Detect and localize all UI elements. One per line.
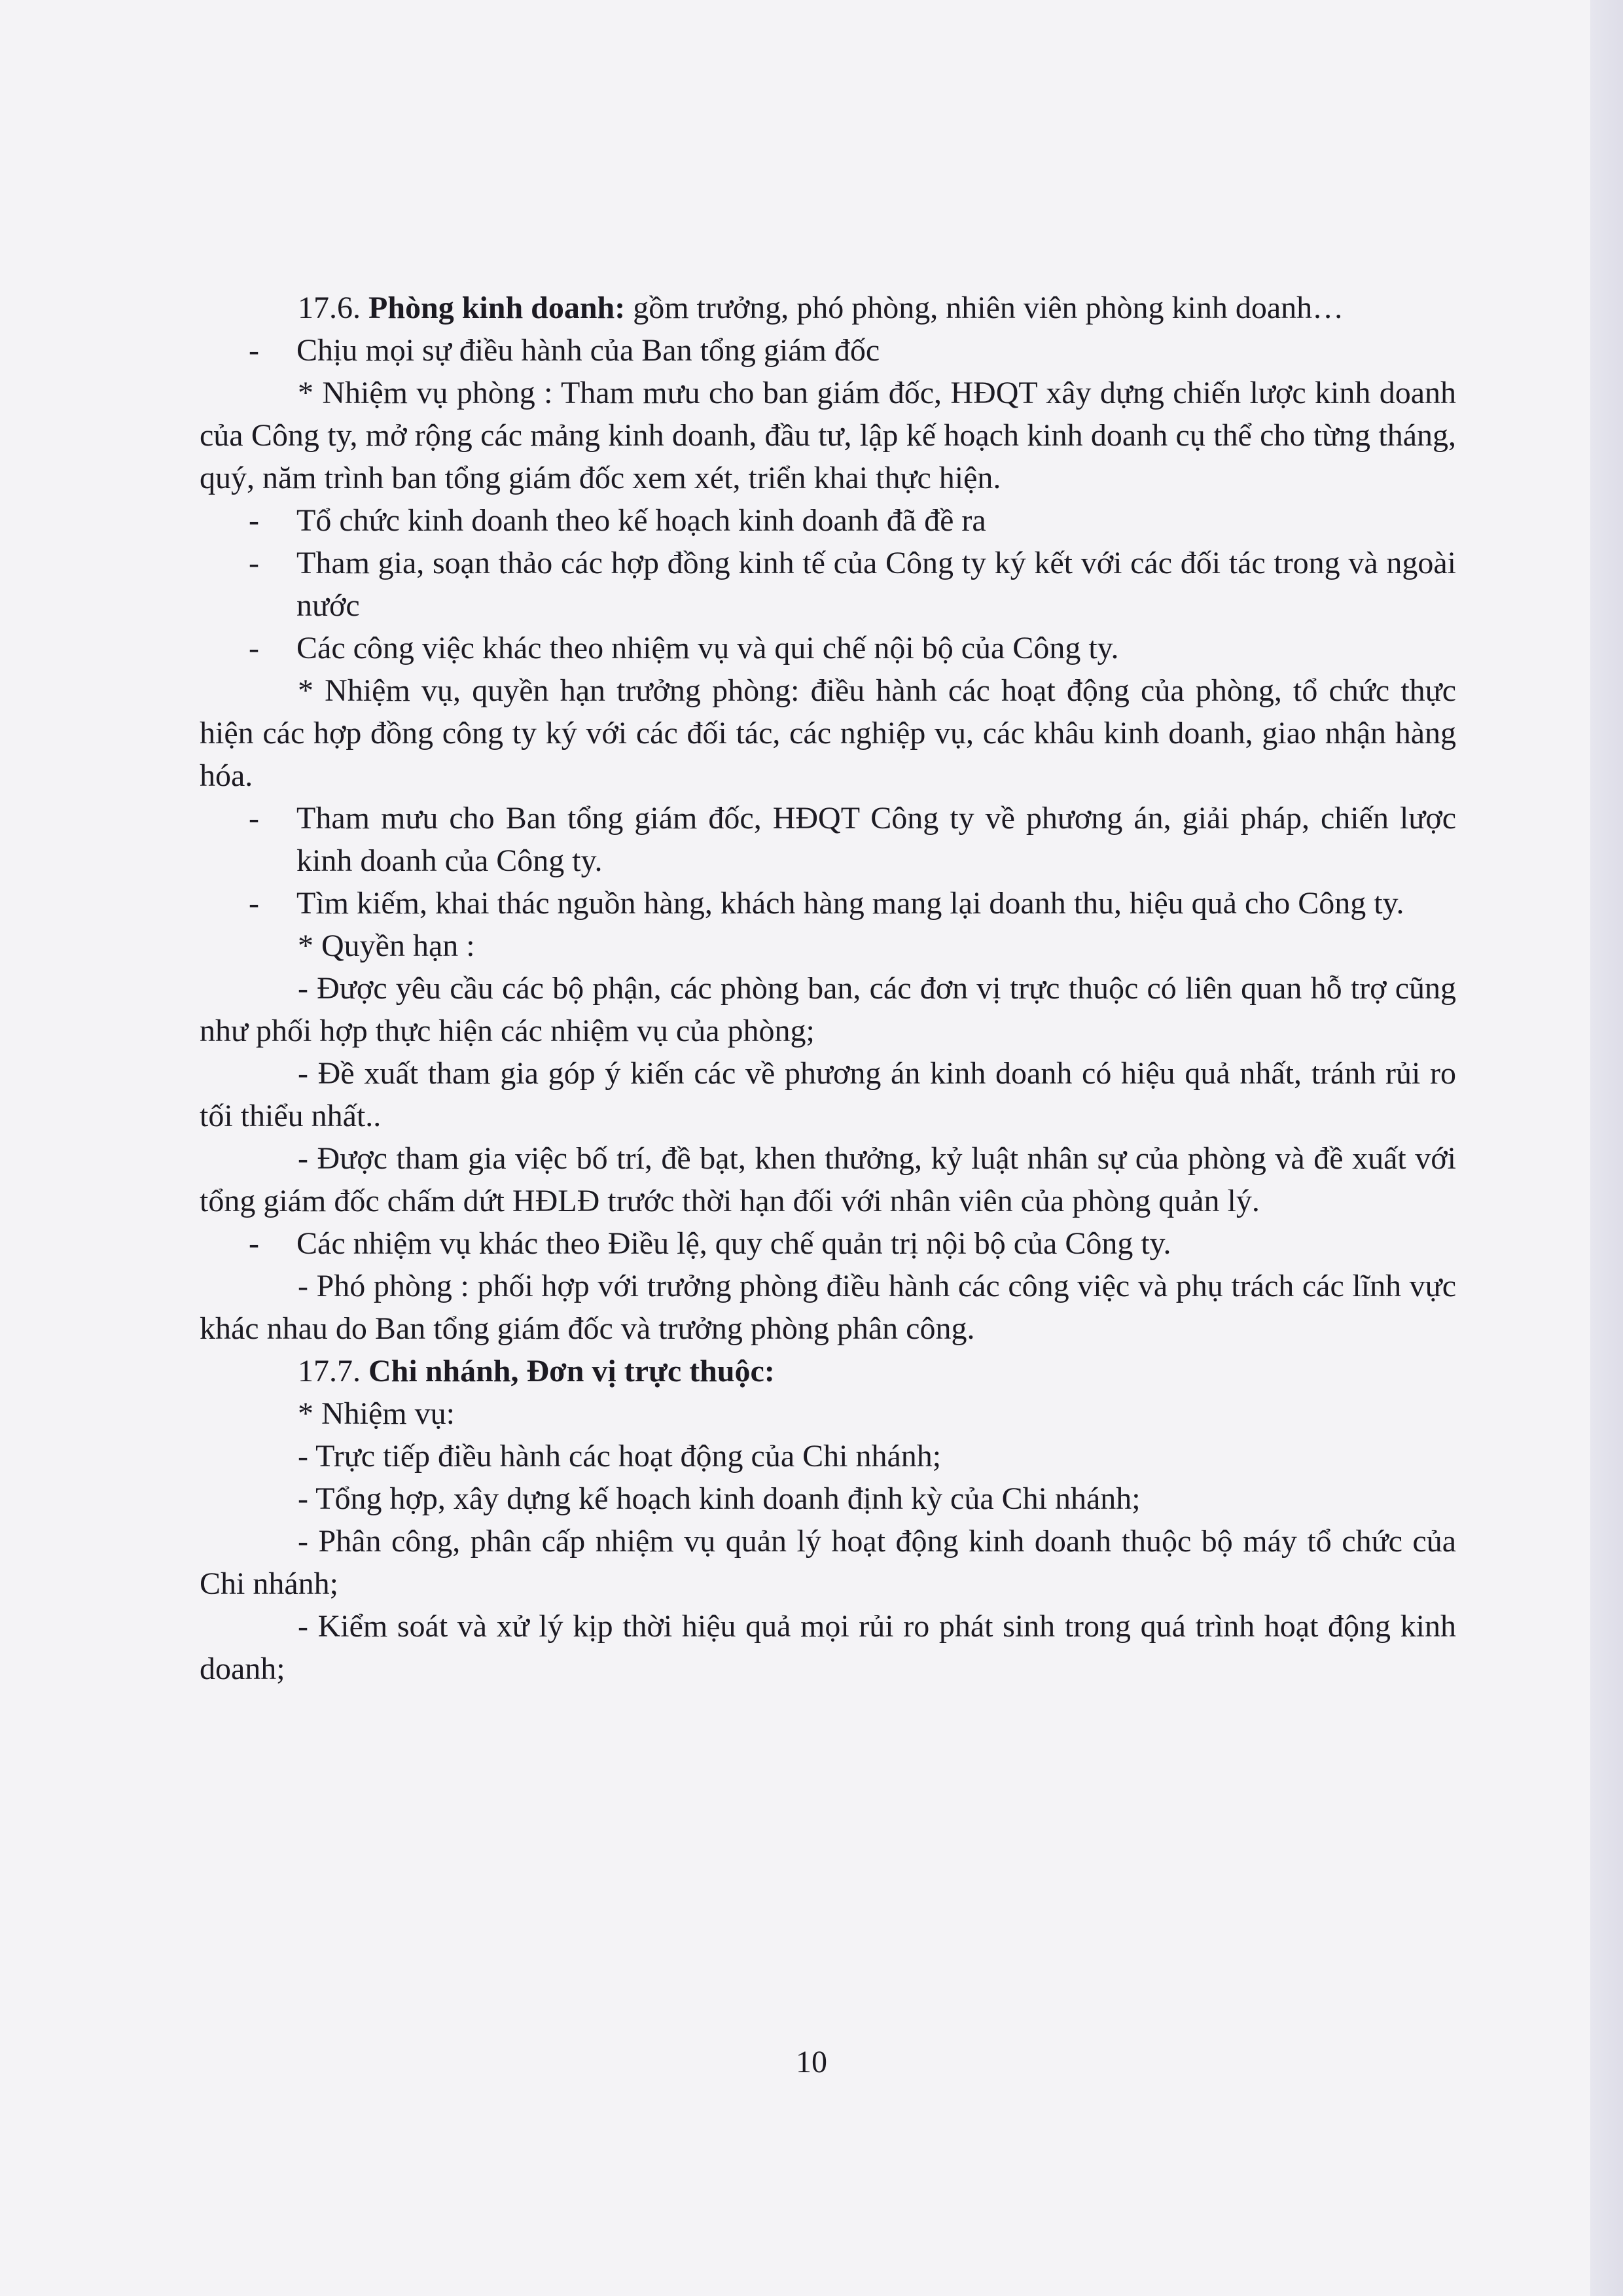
section-17-7-heading	[200, 1350, 1456, 1392]
list-item: - Tổ chức kinh doanh theo kế hoạch kinh doanh đã đề ra	[249, 503, 986, 538]
page-number: 10	[796, 2045, 827, 2079]
head-duties-paragraph: * Nhiệm vụ, quyền hạn trưởng phòng: điều hành các hoạt động của phòng, tổ chức thực hiện các hợp đồng công ty ký với các đối tác, các nghiệp vụ, các khâu kinh doanh, giao nhận hàng hóa.	[200, 673, 1456, 793]
list-item: - Các công việc khác theo nhiệm vụ và qui chế nội bộ của Công ty.	[249, 631, 1119, 665]
list-item: - Trực tiếp điều hành các hoạt động của Chi nhánh;	[298, 1439, 942, 1474]
duties-label: * Nhiệm vụ:	[298, 1396, 455, 1431]
section-17-6-heading	[200, 287, 1456, 329]
section-number: 17.6.	[298, 291, 368, 325]
list-item: - Được tham gia việc bố trí, đề bạt, khen thưởng, kỷ luật nhân sự của phòng và đề xuất với tổng giám đốc chấm dứt HĐLĐ trước thời hạn đối với nhân viên của phòng quản lý.	[200, 1141, 1456, 1218]
list-item: - Chịu mọi sự điều hành của Ban tổng giám đốc	[249, 333, 880, 368]
section-title: Phòng kinh doanh:	[368, 291, 626, 325]
list-item: - Tìm kiếm, khai thác nguồn hàng, khách hàng mang lại doanh thu, hiệu quả cho Công ty.	[249, 886, 1404, 921]
list-item: - Đề xuất tham gia góp ý kiến các về phương án kinh doanh có hiệu quả nhất, tránh rủi ro tối thiểu nhất..	[200, 1056, 1456, 1133]
section-number: 17.7.	[298, 1354, 368, 1388]
list-item: - Được yêu cầu các bộ phận, các phòng ban, các đơn vị trực thuộc có liên quan hỗ trợ cũng như phối hợp thực hiện các nhiệm vụ của phòng;	[200, 971, 1456, 1048]
deputy-paragraph: - Phó phòng : phối hợp với trưởng phòng điều hành các công việc và phụ trách các lĩnh vực khác nhau do Ban tổng giám đốc và trưởng phòng phân công.	[200, 1269, 1456, 1346]
list-item: - Tham gia, soạn thảo các hợp đồng kinh tế của Công ty ký kết với các đối tác trong và ngoài nước	[249, 546, 1456, 623]
duties-paragraph: * Nhiệm vụ phòng : Tham mưu cho ban giám đốc, HĐQT xây dựng chiến lược kinh doanh của Công ty, mở rộng các mảng kinh doanh, đầu tư, lập kế hoạch kinh doanh cụ thể cho từng tháng, quý, năm trình ban tổng giám đốc xem xét, triển khai thực hiện.	[200, 376, 1456, 495]
list-item: - Kiểm soát và xử lý kịp thời hiệu quả mọi rủi ro phát sinh trong quá trình hoạt động kinh doanh;	[200, 1609, 1456, 1686]
list-item: - Phân công, phân cấp nhiệm vụ quản lý hoạt động kinh doanh thuộc bộ máy tổ chức của Chi nhánh;	[200, 1524, 1456, 1601]
list-item: - Tổng hợp, xây dựng kế hoạch kinh doanh định kỳ của Chi nhánh;	[298, 1481, 1141, 1516]
page-edge-shadow	[1590, 0, 1623, 2296]
section-intro: gồm trưởng, phó phòng, nhiên viên phòng kinh doanh…	[625, 291, 1344, 325]
section-title: Chi nhánh, Đơn vị trực thuộc:	[368, 1354, 775, 1388]
rights-label: * Quyền hạn :	[298, 928, 475, 963]
document-body	[200, 287, 1456, 1690]
list-item: - Tham mưu cho Ban tổng giám đốc, HĐQT Công ty về phương án, giải pháp, chiến lược kinh doanh của Công ty.	[249, 801, 1456, 878]
list-item: - Các nhiệm vụ khác theo Điều lệ, quy chế quản trị nội bộ của Công ty.	[249, 1226, 1171, 1261]
